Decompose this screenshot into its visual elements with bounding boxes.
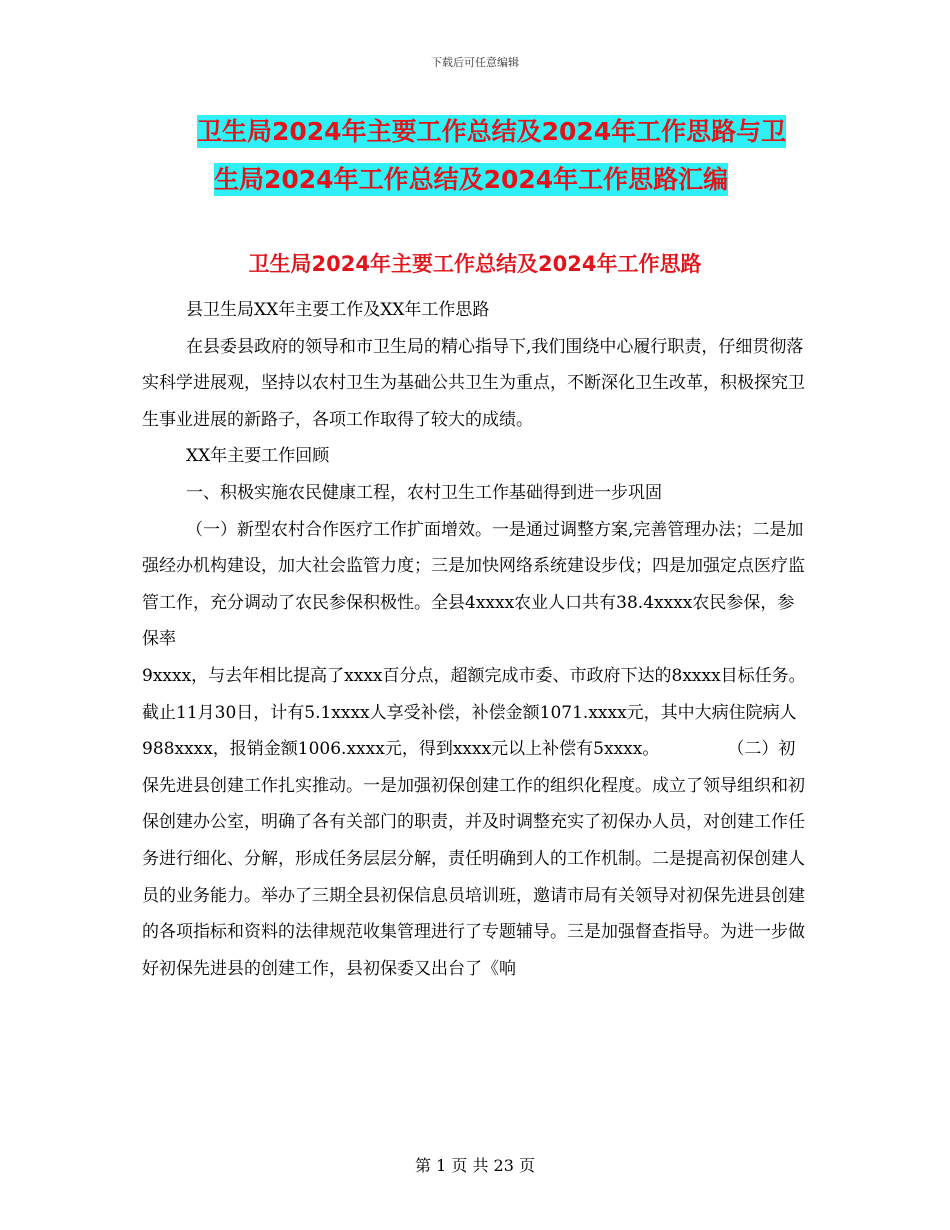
- paragraph-heading: XX年主要工作回顾: [186, 446, 330, 467]
- section-title: 卫生局2024年主要工作总结及2024年工作思路: [248, 252, 702, 276]
- paragraph: 9xxxx，与去年相比提高了xxxx百分点，超额完成市委、市政府下达的8xxxx目标任务。截止11月30日，计有5.1xxxx人享受补偿，补偿金额1071.xxxx元，其中大病住院病人988xxxx，报销金额1006.xxxx元，得到xxxx元以上补偿有5xxxx。 （二）初保先进县创建工作扎实推动。一是加强初保创建工作的组织化程度。成立了领导组织和初保创建办公室，明确了各有关部门的职责，并及时调整充实了初保办人员，对创建工作任务进行细化、分解，形成任务层层分解，责任明确到人的工作机制。二是提高初保创建人员的业务能力。举办了三期全县初保信息员培训班，邀请市局有关领导对初保先进县创建的各项指标和资料的法律规范收集管理进行了专题辅导。三是加强督查指导。为进一步做好初保先进县的创建工作，县初保委又出台了《响: [142, 665, 806, 979]
- header-note: 下载后可任意编辑: [431, 56, 519, 69]
- title-line-1: 卫生局2024年主要工作总结及2024年工作思路与卫: [197, 117, 787, 146]
- paragraph: （一）新型农村合作医疗工作扩面增效。一是通过调整方案,完善管理办法；二是加强经办机构建设，加大社会监管力度；三是加快网络系统建设步伐；四是加强定点医疗监管工作，充分调动了农民参保积极性。全县4xxxx农业人口共有38.4xxxx农民参保，参保率: [142, 519, 805, 650]
- paragraph-heading: 县卫生局XX年主要工作及XX年工作思路: [186, 300, 490, 320]
- document-body: [142, 292, 808, 987]
- paragraph-heading: 一、积极实施农民健康工程，农村卫生工作基础得到进一步巩固: [186, 482, 662, 503]
- page-footer: 第 1 页 共 23 页: [415, 1156, 535, 1175]
- title-line-2: 生局2024年工作总结及2024年工作思路汇编: [214, 165, 729, 194]
- paragraph: 在县委县政府的领导和市卫生局的精心指导下,我们围绕中心履行职责，仔细贯彻落实科学进展观，坚持以农村卫生为基础公共卫生为重点，不断深化卫生改革，积极探究卫生事业进展的新路子，各项工作取得了较大的成绩。: [142, 336, 805, 430]
- document-title: [0, 108, 950, 204]
